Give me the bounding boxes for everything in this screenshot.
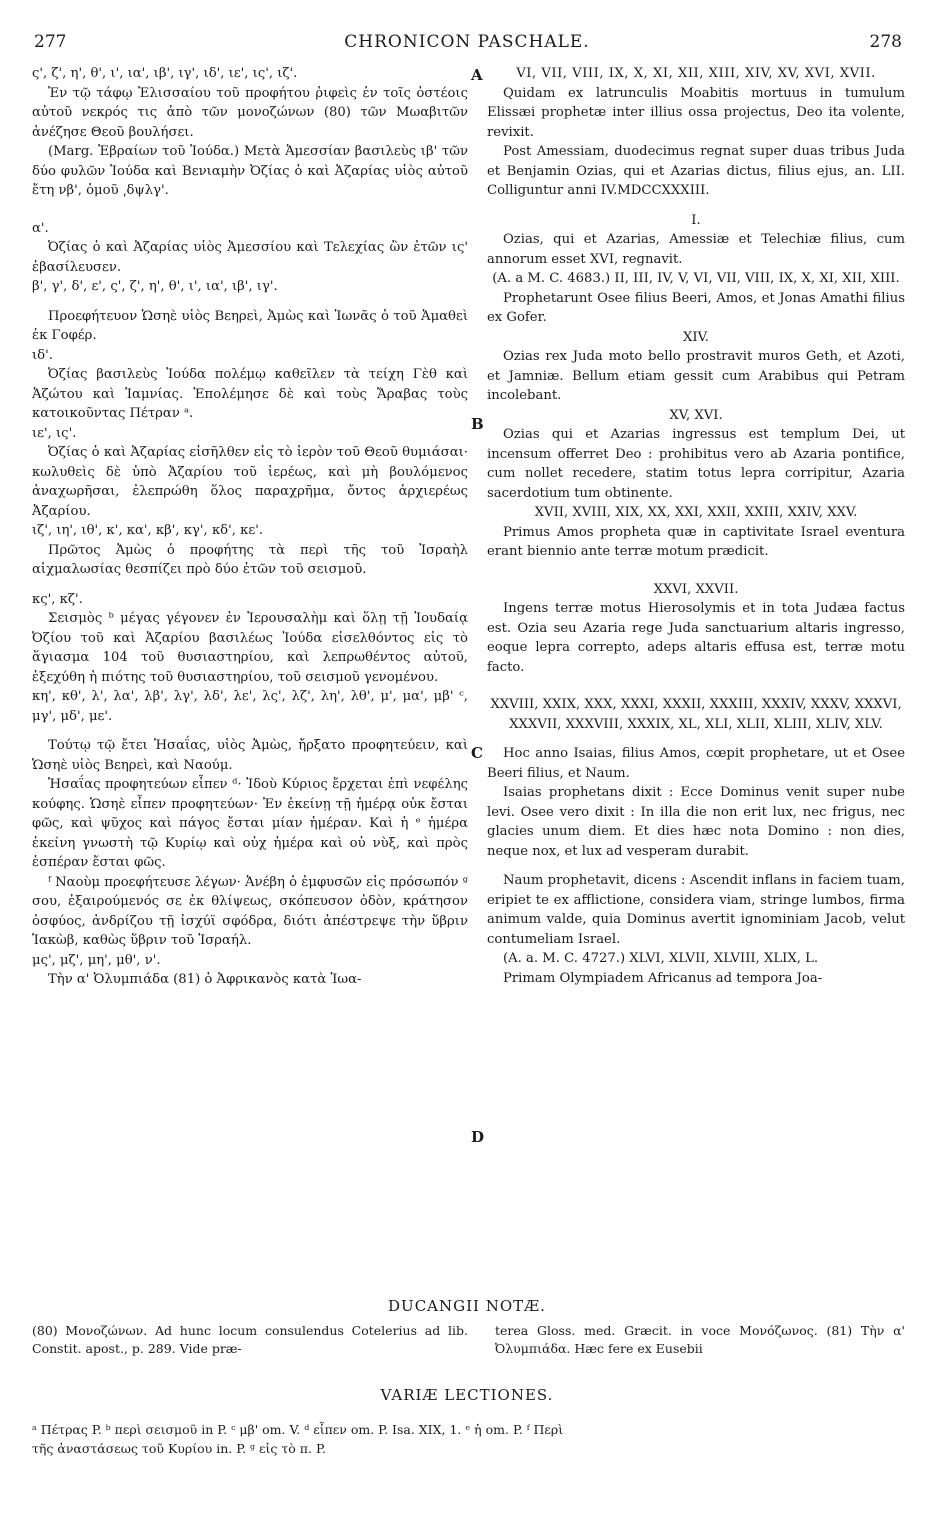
variae-line-1: ᵃ Πέτρας P. ᵇ περὶ σεισμοῦ in P. ᶜ μβ' om. V. ᵈ εἶπεν om. P. Isa. XIX, 1. ᵉ ἡ om. P. ᶠ Περὶ [32,1422,564,1437]
latin-paragraph: Ozias rex Juda moto bello prostravit muros Geth, et Azoti, et Jamniæ. Bellum etiam gessit cum Arabibus qui Petram incolebant. [487,349,905,403]
notes-heading: DUCANGII NOTÆ. [388,1297,546,1315]
greek-paragraph: μς', μζ', μη', μθ', ν'. [32,952,161,968]
greek-paragraph: Τὴν α' Ὀλυμπιάδα (81) ὁ Ἀφρικανὸς κατὰ Ἰωα- [48,972,362,987]
latin-paragraph [487,201,905,211]
latin-paragraph: Hoc anno Isaias, filius Amos, cœpit prophetare, ut et Osee Beeri filius, et Naum. [487,746,905,781]
greek-paragraph: ᶠ Ναοὺμ προεφήτευσε λέγων· Ἀνέβη ὁ ἐμφυσῶν εἰς πρόσωπόν ᵍ σου, ἐξαιρούμενός σε ἐκ θλίψεως, σκόπευσον ὁδὸν, κράτησον ὀσφύος, ἀνδρίζου τῇ ἰσχύϊ σφόδρα, διότι ἀπέστρεψε τὴν ὕβριν Ἰακὼβ, καθὼς ὕβριν τοῦ Ἰσραήλ. [32,874,468,948]
greek-paragraph [32,201,468,219]
latin-paragraph: Primus Amos propheta quæ in captivitate Israel eventura erant biennio ante terræ motum prædicit. [487,524,905,559]
greek-paragraph: Ἡσαΐας προφητεύων εἶπεν ᵈ· Ἰδοὺ Κύριος ἔρχεται ἐπὶ νεφέλης κούφης. Ὡσηὲ εἶπεν προφητεύων· Ἐν ἐκείνῃ τῇ ἡμέρᾳ οὐκ ἔσται φῶς, καὶ ψῦχος καὶ πάγος ἔσται μίαν ἡμέραν. Καὶ ἡ ᵉ ἡμέρα ἐκείνη γνωστὴ τῷ Κυρίῳ καὶ οὐχ ἡμέρα καὶ οὐ νὺξ, καὶ πρὸς ἑσπέραν ἔσται φῶς. [32,777,468,870]
latin-paragraph: Naum prophetavit, dicens : Ascendit inflans in faciem tuam, eripiet te ex afflictione, considera viam, stringe lumbos, firma animum valde, quia Dominus avertit ignominiam Jacob, velut contumeliam Israel. [487,873,905,947]
greek-paragraph: ς', ζ', η', θ', ι', ια', ιβ', ιγ', ιδ', ιε', ις', ιζ'. [32,66,298,81]
latin-paragraph: (A. a M. C. 4683.) II, III, IV, V, VI, VII, VIII, IX, X, XI, XII, XIII. [492,271,900,286]
latin-paragraph: Isaias prophetans dixit : Ecce Dominus venit super nube levi. Osee vero dixit : In illa die non erit lux, nec frigus, nec glacies unum diem. Et dies hæc nota Domino : non dies, neque nox, et lux ad vesperam durabit. [487,785,905,859]
latin-paragraph: XXVIII, XXIX, XXX, XXXI, XXXII, XXXIII, XXXIV, XXXV, XXXVI, XXXVII, XXXVIII, XXXIX, XL, XLI, XLII, XLIII, XLIV, XLV. [490,697,902,732]
latin-paragraph: VI, VII, VIII, IX, X, XI, XII, XIII, XIV, XV, XVI, XVII. [516,66,876,81]
greek-paragraph: Ἐν τῷ τάφῳ Ἐλισσαίου τοῦ προφήτου ῥιφεὶς ἐν τοῖς ὀστέοις αὐτοῦ νεκρός τις ἀπὸ τῶν μονοζώνων (80) τῶν Μωαβιτῶν ἀνέζησε Θεοῦ βουλήσει. [32,85,468,140]
note-text-right: terea Gloss. med. Græcit. in voce Μονόζωνος. (81) Τὴν α' Ὀλυμπιάδα. Hæc fere ex Eusebii [495,1323,905,1356]
greek-paragraph: Σεισμὸς ᵇ μέγας γέγονεν ἐν Ἱερουσαλὴμ καὶ ὅλῃ τῇ Ἰουδαίᾳ Ὀζίου τοῦ καὶ Ἀζαρίου βασιλέως Ἰούδα εἰσελθόντος εἰς τὸ ἅγιασμα 104 τοῦ θυσιαστηρίου, καὶ λεπρωθέντος αὐτοῦ, ἐξεχύθη ἡ πιότης τοῦ θυσιαστηρίου, τοῦ σεισμοῦ γενομένου. [32,611,468,685]
greek-paragraph: ιζ', ιη', ιθ', κ', κα', κβ', κγ', κδ', κε'. [32,523,264,538]
latin-paragraph: (A. a. M. C. 4727.) XLVI, XLVII, XLVIII, XLIX, L. [503,951,819,966]
greek-paragraph: (Marg. Ἑβραίων τοῦ Ἰούδα.) Μετὰ Ἀμεσσίαν βασιλεὺς ιβ' τῶν δύο φυλῶν Ἰούδα καὶ Βενιαμὴν Ὀζίας ὁ καὶ Ἀζαρίας υἱὸς αὐτοῦ ἔτη νβ', ὁμοῦ ͵δψλγ'. [32,144,468,198]
latin-paragraph: Quidam ex latrunculis Moabitis mortuus in tumulum Elissæi prophetæ inter illius ossa projectus, Deo ita volente, revixit. [487,85,905,140]
greek-paragraph: Ὀζίας ὁ καὶ Ἀζαρίας υἱὸς Ἀμεσσίου καὶ Τελεχίας ὢν ἐτῶν ις' ἐβασίλευσεν. [32,240,468,275]
latin-paragraph: XV, XVI. [669,407,723,423]
page-number-left: 277 [34,32,67,52]
variae-heading: VARIÆ LECTIONES. [380,1386,554,1404]
greek-column [32,64,468,990]
latin-paragraph: Ozias qui et Azarias ingressus est templum Dei, ut incensum offerret Deo : prohibitus vero ab Azaria pontifice, cum nollet recedere, statim totus lepra corripitur, Azaria sacerdotium tum obtinente. [487,427,905,501]
greek-paragraph: β', γ', δ', ε', ς', ζ', η', θ', ι', ια', ιβ', ιγ'. [32,279,278,294]
notes-right [495,1322,905,1358]
margin-marker-a: A [471,66,483,84]
latin-paragraph [487,562,905,580]
latin-paragraph: I. [691,212,701,228]
latin-paragraph: Prophetarunt Osee filius Beeri, Amos, et Jonas Amathi filius ex Gofer. [487,290,905,325]
latin-paragraph: XVII, XVIII, XIX, XX, XXI, XXII, XXIII, XXIV, XXV. [534,505,858,520]
latin-column [487,64,905,988]
latin-paragraph: Post Amessiam, duodecimus regnat super duas tribus Juda et Benjamin Ozias, qui et Azarias dictus, filius ejus, an. LII. Colliguntur anni IV.MDCCXXXIII. [487,144,905,198]
note-text-left: (80) Μονοζώνων. Ad hunc locum consulendus Cotelerius ad lib. Constit. apost., p. 289. Vide præ- [32,1323,468,1356]
margin-marker-d: D [471,1128,485,1146]
greek-paragraph: ιδ'. [32,347,53,363]
greek-paragraph: κη', κθ', λ', λα', λβ', λγ', λδ', λε', λς', λζ', λη', λθ', μ', μα', μβ' ᶜ, μγ', μδ', με'. [32,689,468,724]
margin-marker-c: C [471,744,483,762]
margin-marker-b: B [471,415,484,433]
greek-paragraph: Προεφήτευον Ὡσηὲ υἱὸς Βεηρεὶ, Ἀμὼς καὶ Ἰωνᾶς ὁ τοῦ Ἀμαθεὶ ἐκ Γοφέρ. [32,308,468,343]
running-title: CHRONICON PASCHALE. [344,32,590,52]
latin-paragraph: Ingens terræ motus Hierosolymis et in tota Judæa factus est. Ozia seu Azaria rege Juda sanctuarium altaris ingresso, eoque lepra correpto, adeps altaris effusa est, terræ motu facto. [487,601,905,675]
latin-paragraph [487,677,905,695]
greek-paragraph [32,580,468,590]
greek-paragraph: Ὀζίας ὁ καὶ Ἀζαρίας εἰσῆλθεν εἰς τὸ ἱερὸν τοῦ Θεοῦ θυμιάσαι· κωλυθεὶς δὲ ὑπὸ Ἀζαρίου τοῦ ἱερέως, καὶ μὴ βουλόμενος ἀναχωρῆσαι, ἐλεπρώθη ὅλος παραχρῆμα, ὄντος ἀρχιερέως Ἀζαρίου. [32,445,468,519]
greek-paragraph: α'. [32,220,49,236]
variae-line-2: τῆς ἀναστάσεως τοῦ Κυρίου in. P. ᵍ εἰς τὸ π. P. [32,1441,326,1456]
page-header [32,24,902,60]
latin-paragraph: XIV. [682,329,709,345]
greek-paragraph [32,297,468,307]
greek-paragraph: ιε', ις'. [32,425,77,441]
greek-paragraph: Ὀζίας βασιλεὺς Ἰούδα πολέμῳ καθεῖλεν τὰ τείχη Γὲθ καὶ Ἀζώτου καὶ Ἰαμνίας. Ἐπολέμησε δὲ καὶ τοὺς Ἄραβας τοὺς κατοικοῦντας Πέτραν ᵃ. [32,367,468,421]
variae-lectiones [32,1420,902,1458]
latin-paragraph [487,734,905,744]
latin-paragraph: Ozias, qui et Azarias, Amessiæ et Telechiæ filius, cum annorum esset XVI, regnavit. [487,232,905,267]
greek-paragraph: κς', κζ'. [32,591,83,607]
greek-paragraph [32,726,468,736]
page-number-right: 278 [869,32,902,52]
latin-paragraph: XXVI, XXVII. [653,581,739,597]
greek-paragraph: Πρῶτος Ἀμὼς ὁ προφήτης τὰ περὶ τῆς τοῦ Ἰσραὴλ αἰχμαλωσίας θεσπίζει πρὸ δύο ἐτῶν τοῦ σεισμοῦ. [32,542,468,577]
latin-paragraph: Primam Olympiadem Africanus ad tempora Joa- [503,970,823,986]
greek-paragraph: Τούτῳ τῷ ἔτει Ἡσαΐας, υἱὸς Ἀμὼς, ἤρξατο προφητεύειν, καὶ Ὡσηὲ υἱὸς Βεηρεὶ, καὶ Ναούμ. [32,738,468,773]
notes-left [32,1322,468,1358]
latin-paragraph [487,861,905,871]
